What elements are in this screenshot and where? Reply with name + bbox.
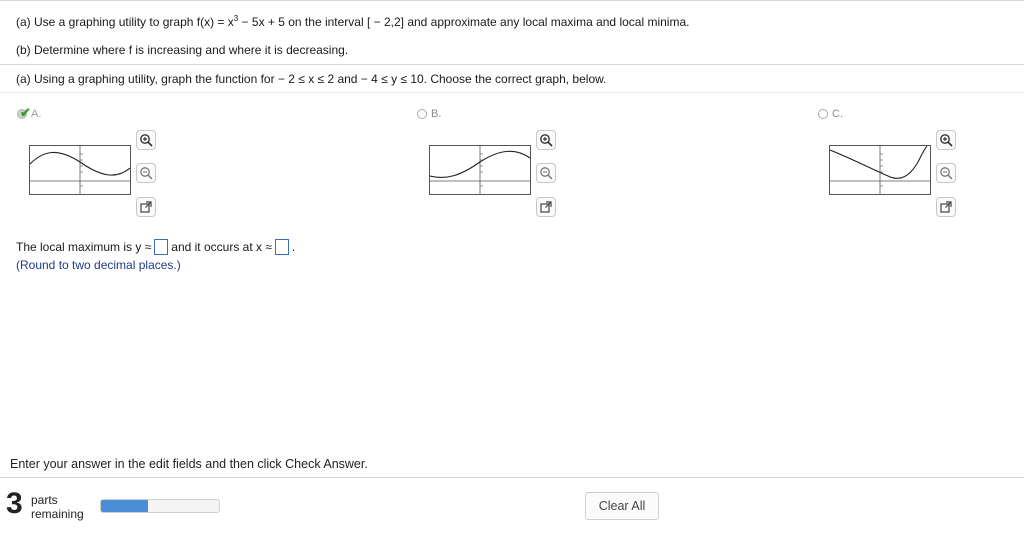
choice-b[interactable] [417, 108, 441, 120]
parts-count: 3 [6, 487, 23, 520]
question-part-b: (b) Determine where f is increasing and where it is decreasing. [16, 43, 349, 57]
checkmark-icon: ✔ [20, 105, 31, 120]
progress-bar [100, 499, 220, 513]
answer-middle: and it occurs at x ≈ [171, 240, 272, 254]
zoom-in-button-a[interactable] [136, 130, 156, 150]
graph-a[interactable] [29, 145, 131, 195]
rounding-hint: (Round to two decimal places.) [16, 258, 181, 272]
question-part-a [16, 14, 689, 29]
zoom-out-button-b[interactable] [536, 163, 556, 183]
popout-icon [539, 200, 553, 214]
radio-a[interactable] [17, 105, 31, 120]
zoom-in-icon [139, 133, 153, 147]
parts-remaining-label [31, 493, 84, 521]
radio-b[interactable] [417, 109, 427, 119]
question-instruction: (a) Using a graphing utility, graph the function for − 2 ≤ x ≤ 2 and − 4 ≤ y ≤ 10. Choose the correct graph, below. [16, 72, 607, 86]
popout-button-a[interactable] [136, 197, 156, 217]
zoom-out-button-a[interactable] [136, 163, 156, 183]
answer-end: . [291, 240, 296, 254]
zoom-out-icon [539, 166, 553, 180]
zoom-in-icon [939, 133, 953, 147]
graph-b-plot [430, 146, 530, 194]
parts-label-line2: remaining [31, 507, 84, 521]
radio-c[interactable] [818, 109, 828, 119]
question-part-a-suffix: − 5x + 5 on the interval [ − 2,2] and approximate any local maxima and local minima. [238, 15, 690, 29]
progress-fill [101, 500, 148, 512]
question-part-a-prefix: (a) Use a graphing utility to graph f(x) = x [16, 15, 234, 29]
popout-button-b[interactable] [536, 197, 556, 217]
answer-line [16, 239, 295, 255]
choice-a[interactable] [17, 105, 42, 120]
zoom-out-icon [139, 166, 153, 180]
zoom-out-button-c[interactable] [936, 163, 956, 183]
zoom-in-button-c[interactable] [936, 130, 956, 150]
instruction-text: Enter your answer in the edit fields and then click Check Answer. [10, 457, 368, 471]
graph-b[interactable] [429, 145, 531, 195]
zoom-in-button-b[interactable] [536, 130, 556, 150]
popout-button-c[interactable] [936, 197, 956, 217]
curve-c [830, 146, 927, 178]
graph-a-plot [30, 146, 130, 194]
choice-c[interactable] [818, 108, 843, 120]
graph-c[interactable] [829, 145, 931, 195]
graph-c-plot [830, 146, 930, 194]
exponent: 3 [233, 14, 239, 23]
local-max-x-input[interactable] [275, 239, 289, 255]
parts-label-line1: parts [31, 493, 58, 507]
zoom-out-icon [939, 166, 953, 180]
local-max-y-input[interactable] [154, 239, 168, 255]
choice-a-label: A. [31, 108, 42, 120]
zoom-in-icon [539, 133, 553, 147]
popout-icon [939, 200, 953, 214]
choice-b-label: B. [431, 108, 442, 120]
popout-icon [139, 200, 153, 214]
choice-c-label: C. [832, 108, 843, 120]
answer-prefix: The local maximum is y ≈ [16, 240, 152, 254]
clear-all-button[interactable]: Clear All [585, 492, 659, 520]
